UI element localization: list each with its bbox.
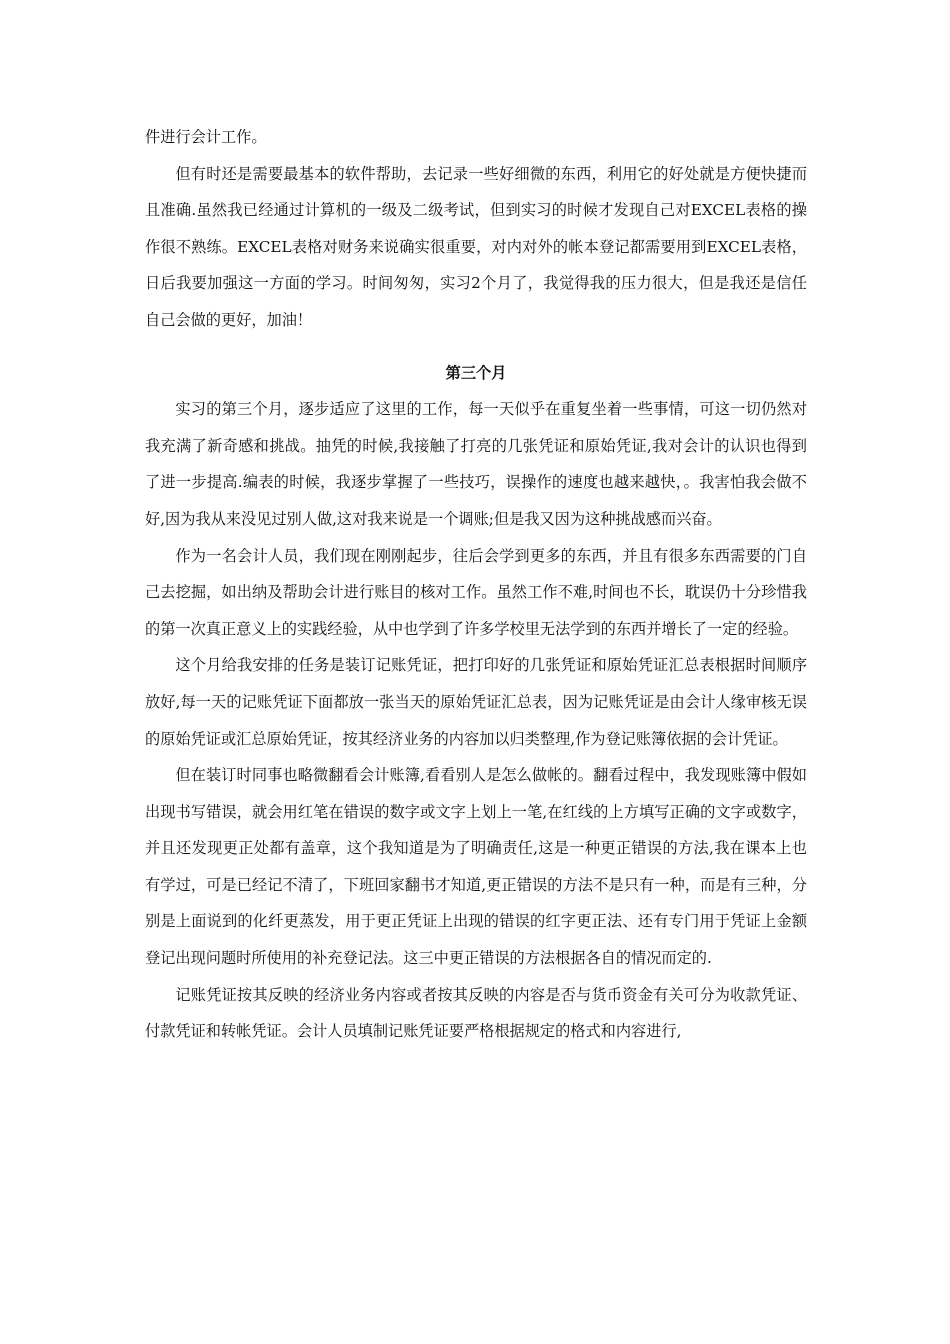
paragraph: 这个月给我安排的任务是装订记账凭证，把打印好的几张凭证和原始凭证汇总表根据时间顺序放好,每一天的记账凭证下面都放一张当天的原始凭证汇总表，因为记账凭证是由会计人缘审核无误的原始凭证或汇总原始凭证，按其经济业务的内容加以归类整理,作为登记账簿依据的会计凭证。 bbox=[145, 656, 807, 748]
paragraph: 件进行会计工作。 bbox=[145, 128, 267, 146]
document-body bbox=[145, 119, 807, 1050]
paragraph: 但有时还是需要最基本的软件帮助，去记录一些好细微的东西，利用它的好处就是方便快捷而且准确.虽然我已经通过计算机的一级及二级考试，但到实习的时候才发现自己对EXCEL表格的操作很不熟练。EXCEL表格对财务来说确实很重要，对内对外的帐本登记都需要用到EXCEL表格，日后我要加强这一方面的学习。时间匆匆，实习2个月了，我觉得我的压力很大，但是我还是信任自己会做的更好，加油！ bbox=[145, 164, 807, 329]
paragraph: 实习的第三个月，逐步适应了这里的工作，每一天似乎在重复坐着一些事情，可这一切仍然对我充满了新奇感和挑战。抽凭的时候,我接触了打亮的几张凭证和原始凭证,我对会计的认识也得到了进一步提高.编表的时候，我逐步掌握了一些技巧，误操作的速度也越来越快，。我害怕我会做不好,因为我从来没见过别人做,这对我来说是一个调账;但是我又因为这种挑战感而兴奋。 bbox=[145, 400, 807, 528]
paragraph: 但在装订时同事也略微翻看会计账簿,看看别人是怎么做帐的。翻看过程中，我发现账簿中假如出现书写错误，就会用红笔在错误的数字或文字上划上一笔,在红线的上方填写正确的文字或数字，并且还发现更正处都有盖章，这个我知道是为了明确责任,这是一种更正错误的方法,我在课本上也有学过，可是已经记不清了，下班回家翻书才知道,更正错误的方法不是只有一种，而是有三种，分别是上面说到的化纤更蒸发，用于更正凭证上出现的错误的红字更正法、还有专门用于凭证上金额登记出现问题时所使用的补充登记法。这三中更正错误的方法根据各自的情况而定的. bbox=[145, 766, 807, 968]
paragraph: 作为一名会计人员，我们现在刚刚起步，往后会学到更多的东西，并且有很多东西需要的门自己去挖掘，如出纳及帮助会计进行账目的核对工作。虽然工作不难,时间也不长，耽误仍十分珍惜我的第一次真正意义上的实践经验，从中也学到了许多学校里无法学到的东西并增长了一定的经验。 bbox=[145, 546, 807, 638]
section-title: 第三个月 bbox=[445, 363, 507, 382]
paragraph: 记账凭证按其反映的经济业务内容或者按其反映的内容是否与货币资金有关可分为收款凭证、付款凭证和转帐凭证。会计人员填制记账凭证要严格根据规定的格式和内容进行, bbox=[145, 985, 807, 1041]
